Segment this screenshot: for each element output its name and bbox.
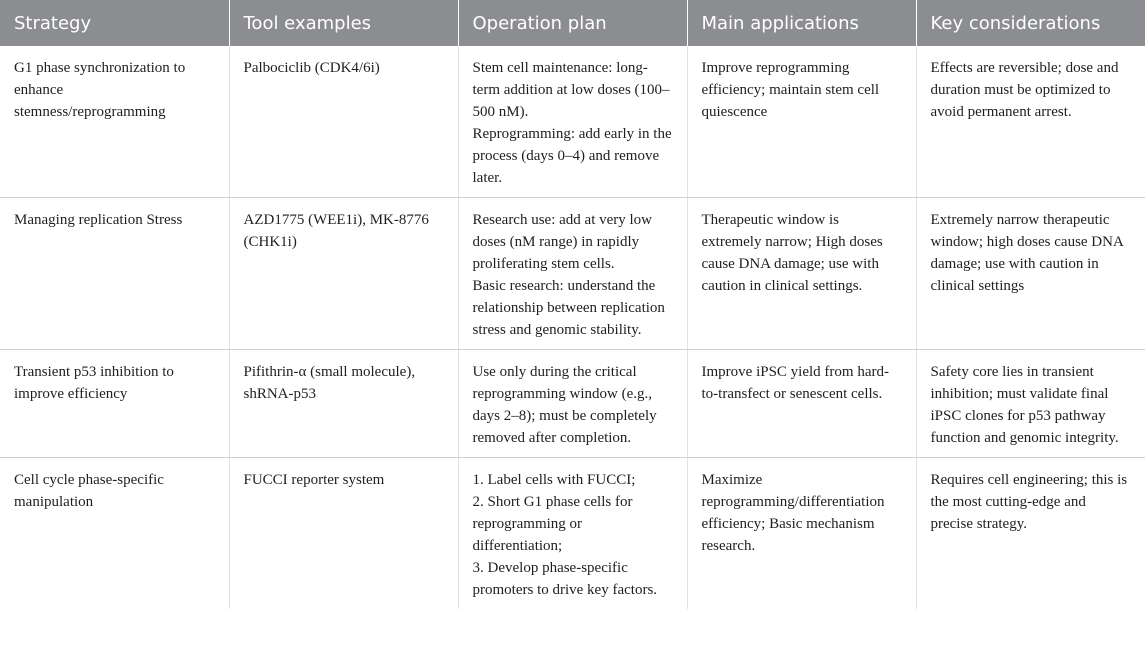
cell-key-considerations bbox=[916, 458, 1145, 610]
cell-paragraph: G1 phase synchronization to enhance stemness/reprogramming bbox=[14, 60, 186, 120]
cell-paragraph: AZD1775 (WEE1i), MK-8776 (CHK1i) bbox=[243, 212, 429, 250]
cell-paragraph: Stem cell maintenance: long-term addition at low doses (100–500 nM). bbox=[472, 60, 670, 120]
cell-main-applications bbox=[687, 350, 916, 458]
table-row bbox=[0, 46, 1145, 198]
cell-strategy bbox=[0, 198, 229, 350]
cell-paragraph: Palbociclib (CDK4/6i) bbox=[243, 60, 380, 76]
cell-strategy bbox=[0, 46, 229, 198]
cell-paragraph: Pifithrin-α (small molecule), shRNA-p53 bbox=[243, 364, 416, 402]
cell-key-considerations bbox=[916, 46, 1145, 198]
table-body bbox=[0, 46, 1145, 609]
header-key-considerations: Key considerations bbox=[916, 0, 1145, 46]
cell-paragraph: 3. Develop phase-specific promoters to drive key factors. bbox=[472, 560, 658, 598]
cell-tool-examples bbox=[229, 458, 458, 610]
cell-paragraph: Improve reprogramming efficiency; maintain stem cell quiescence bbox=[701, 60, 880, 120]
table-row bbox=[0, 198, 1145, 350]
table-row bbox=[0, 350, 1145, 458]
cell-strategy bbox=[0, 350, 229, 458]
header-operation-plan: Operation plan bbox=[458, 0, 687, 46]
cell-paragraph: Transient p53 inhibition to improve efficiency bbox=[14, 364, 174, 402]
cell-paragraph: 2. Short G1 phase cells for reprogramming or differentiation; bbox=[472, 494, 633, 554]
cell-main-applications bbox=[687, 458, 916, 610]
cell-paragraph: Extremely narrow therapeutic window; high doses cause DNA damage; use with caution in clinical settings bbox=[930, 212, 1123, 294]
header-strategy: Strategy bbox=[0, 0, 229, 46]
cell-tool-examples bbox=[229, 350, 458, 458]
cell-paragraph: Maximize reprogramming/differentiation efficiency; Basic mechanism research. bbox=[701, 472, 885, 554]
cell-operation-plan bbox=[458, 350, 687, 458]
cell-tool-examples bbox=[229, 46, 458, 198]
cell-paragraph: Research use: add at very low doses (nM range) in rapidly proliferating stem cells. bbox=[472, 212, 653, 272]
cell-main-applications bbox=[687, 198, 916, 350]
cell-paragraph: Reprogramming: add early in the process (days 0–4) and remove later. bbox=[472, 126, 672, 186]
cell-tool-examples bbox=[229, 198, 458, 350]
cell-operation-plan bbox=[458, 458, 687, 610]
cell-paragraph: Use only during the critical reprogramming window (e.g., days 2–8); must be completely removed after completion. bbox=[472, 364, 657, 446]
cell-strategy bbox=[0, 458, 229, 610]
cell-key-considerations bbox=[916, 350, 1145, 458]
cell-paragraph: Improve iPSC yield from hard-to-transfect or senescent cells. bbox=[701, 364, 889, 402]
cell-paragraph: Basic research: understand the relationship between replication stress and genomic stability. bbox=[472, 278, 665, 338]
cell-paragraph: Effects are reversible; dose and duration must be optimized to avoid permanent arrest. bbox=[930, 60, 1119, 120]
cell-paragraph: Requires cell engineering; this is the most cutting-edge and precise strategy. bbox=[930, 472, 1128, 532]
cell-key-considerations bbox=[916, 198, 1145, 350]
header-tool-examples: Tool examples bbox=[229, 0, 458, 46]
cell-paragraph: 1. Label cells with FUCCI; bbox=[472, 472, 636, 488]
header-main-applications: Main applications bbox=[687, 0, 916, 46]
cell-paragraph: FUCCI reporter system bbox=[243, 472, 385, 488]
cell-paragraph: Managing replication Stress bbox=[14, 212, 183, 228]
cell-main-applications bbox=[687, 46, 916, 198]
cell-paragraph: Cell cycle phase-specific manipulation bbox=[14, 472, 164, 510]
cell-operation-plan bbox=[458, 198, 687, 350]
cell-paragraph: Therapeutic window is extremely narrow; High doses cause DNA damage; use with caution in clinical settings. bbox=[701, 212, 883, 294]
header-row bbox=[0, 0, 1145, 46]
cell-paragraph: Safety core lies in transient inhibition; must validate final iPSC clones for p53 pathway function and genomic integrity. bbox=[930, 364, 1119, 446]
cell-operation-plan bbox=[458, 46, 687, 198]
table-row bbox=[0, 458, 1145, 610]
